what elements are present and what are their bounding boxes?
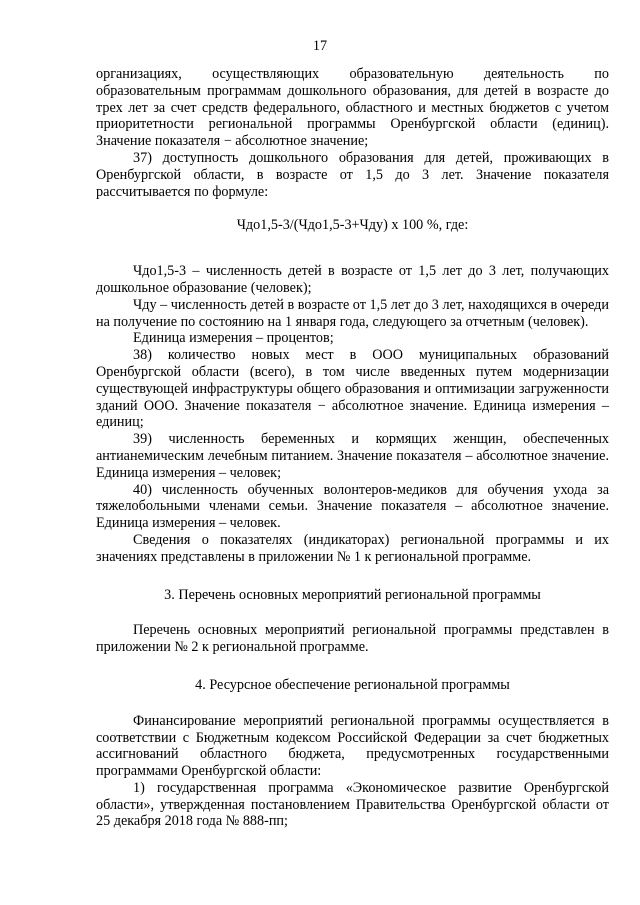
paragraph: 39) численность беременных и кормящих женщин, обеспеченных антианемическим лечебным питанием. Значение показателя – абсолютное значение. Единица измерения – человек;	[96, 431, 609, 481]
paragraph: Сведения о показателях (индикаторах) региональной программы и их значениях представлены в приложении № 1 к региональной программе.	[96, 531, 609, 565]
paragraph: 37) доступность дошкольного образования для детей, проживающих в Оренбургской области, в возрасте от 1,5 до 3 лет. Значение показателя рассчитывается по формуле:	[96, 149, 609, 200]
formula: Чдо1,5-3/(Чдо1,5-3+Чду) х 100 %, где:	[236, 217, 469, 234]
paragraph: Чду – численность детей в возрасте от 1,5 лет до 3 лет, находящихся в очереди на получение по состоянию на 1 января года, следующего за отчетным (человек).	[96, 296, 609, 330]
section-3-paragraph: Перечень основных мероприятий региональной программы представлен в приложении № 2 к региональной программе.	[96, 622, 609, 656]
paragraph: Финансирование мероприятий региональной программы осуществляется в соответствии с Бюджетным кодексом Российской Федерации за счет бюджетных ассигнований областного бюджета, предусмотренных государственными программами Оренбургской области:	[96, 712, 609, 780]
document-body	[96, 66, 609, 830]
paragraph: 1) государственная программа «Экономическое развитие Оренбургской области», утвержденная постановлением Правительства Оренбургской области от 25 декабря 2018 года № 888-пп;	[96, 779, 609, 830]
paragraphs-top	[96, 66, 609, 200]
section-3-heading: 3. Перечень основных мероприятий региональной программы	[164, 586, 541, 603]
paragraph: организациях, осуществляющих образовательную деятельность по образовательным программам дошкольного образования, для детей в возрасте до трех лет за счет средств федерального, областного и местных бюджетов с учетом приоритетности региональной программы Оренбургской области (единиц). Значение показателя − абсолютное значение;	[96, 66, 609, 150]
paragraph: 38) количество новых мест в ООО муниципальных образований Оренбургской области (всего), в том числе введенных путем модернизации существующей инфраструктуры общего образования и оптимизации загруженности зданий ООО. Значение показателя − абсолютное значение. Единица измерения – единиц;	[96, 347, 609, 431]
section-4-heading: 4. Ресурсное обеспечение региональной программы	[195, 676, 510, 693]
paragraph: 40) численность обученных волонтеров-медиков для обучения ухода за тяжелобольными членами семьи. Значение показателя – абсолютное значение. Единица измерения – человек.	[96, 481, 609, 532]
page-number: 17	[312, 38, 328, 54]
section-4-paragraphs	[96, 713, 609, 831]
paragraphs-mid	[96, 263, 609, 565]
paragraph: Единица измерения – процентов;	[133, 330, 334, 347]
paragraph: Чдо1,5-3 – численность детей в возрасте от 1,5 лет до 3 лет, получающих дошкольное образование (человек);	[96, 263, 609, 296]
